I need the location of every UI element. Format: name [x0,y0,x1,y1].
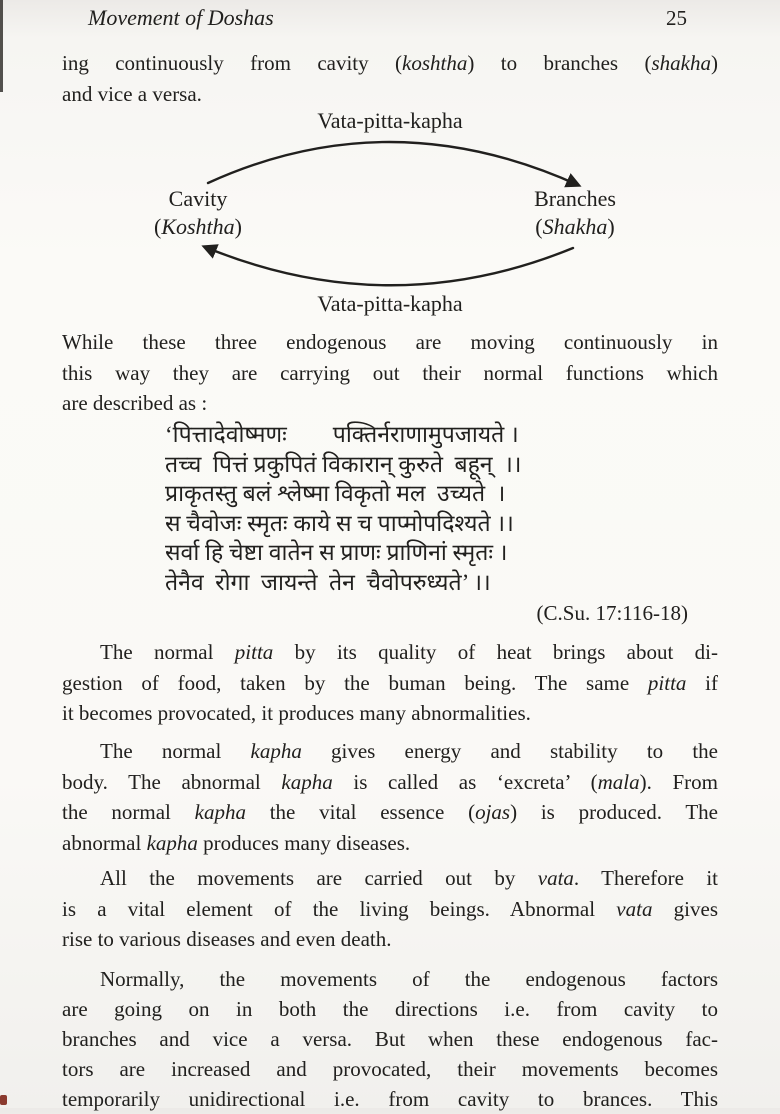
sanskrit-verse [165,420,645,597]
text-line [62,698,718,729]
text-segment: and vice a versa. [62,81,202,106]
text-segment: . Therefore it [573,866,719,890]
text-segment: All the movements are carried out by [100,866,538,890]
text-segment: ( [153,214,162,239]
text-segment: ojas [475,800,511,824]
node-branches [485,185,665,241]
node-branches-sub [485,213,665,241]
text-segment: ) to branches ( [467,51,652,75]
paragraph-normally [62,964,718,1114]
text-segment: are described as : [62,391,208,415]
text-line [62,828,718,859]
text-line [62,964,718,994]
text-segment: the vital essence ( [245,800,476,824]
scan-artifact-edge [0,0,3,92]
text-segment: rise to various diseases and even death. [62,927,392,951]
text-segment: shakha [651,51,711,75]
paragraph-kapha [62,736,718,858]
text-segment: The normal [100,739,251,763]
text-segment: branches and vice a versa. But when these endogenous fac- [62,1027,718,1051]
text-segment: ) [607,214,615,239]
text-segment: is called as ‘excreta’ ( [332,769,598,794]
text-segment: ). From [639,769,718,794]
text-line [62,736,718,767]
text-segment: is a vital element of the living beings. Abnormal [62,896,617,921]
text-line [62,637,718,668]
text-segment: Shakha [542,214,608,239]
node-branches-name: Branches [534,186,616,211]
text-segment: tors are increased and provocated, their movements becomes [62,1057,718,1081]
text-segment: The normal [100,640,235,664]
text-segment: While these three endogenous are moving continuously in [62,330,718,354]
node-cavity [108,185,288,241]
text-segment: ) is produced. The [510,800,718,824]
node-cavity-sub [108,213,288,241]
text-segment: pitta [647,670,687,695]
cycle-label-bottom: Vata-pitta-kapha [317,291,463,316]
text-segment: are going on in both the directions i.e. from cavity to [62,997,718,1021]
text-segment: Normally, the movements of the endogenous factors [100,967,718,991]
text-segment: vata [616,896,653,921]
text-segment: pitta [234,640,274,664]
text-segment: kapha [250,739,302,763]
text-segment: vata [537,866,574,890]
text-line [62,1024,718,1054]
text-segment: produces many diseases. [197,830,411,855]
text-segment: ing continuously from cavity ( [62,51,403,75]
text-line [62,48,718,79]
text-segment: it becomes provocated, it produces many abnormalities. [62,701,531,725]
text-segment: koshtha [402,51,468,75]
text-segment: if [686,670,719,695]
paragraph-pitta [62,637,718,729]
branches-to-cavity-arrow [205,247,573,285]
text-line [62,1054,718,1084]
text-segment: gives energy and stability to the [301,739,718,763]
text-segment: by its quality of heat brings about di- [273,640,718,664]
text-line [62,767,718,798]
page-number: 25 [666,6,687,30]
dosha-cycle-diagram [0,90,780,322]
paragraph-while-these [62,327,718,419]
text-line [62,668,718,699]
text-segment: the normal [62,800,195,824]
text-segment: mala [597,769,640,794]
verse-line: ‘पित्तादेवोष्मणः पक्तिर्नराणामुपजायते । [165,422,519,447]
text-line [62,894,718,925]
node-cavity-name: Cavity [168,186,228,211]
verse-citation: (C.Su. 17:116-18) [536,601,688,625]
cavity-to-branches-arrow [208,142,578,185]
text-line [62,1084,718,1114]
text-segment: body. The abnormal [62,769,282,794]
scan-artifact-spot [0,1095,7,1105]
text-segment: gestion of food, taken by the buman being. The same [62,670,648,695]
verse-line: सर्वा हि चेष्टा वातेन स प्राणः प्राणिनां स्मृतः । [165,540,508,565]
verse-line: तच्च पित्तं प्रकुपितं विकारान् कुरुते बहून् ।। [165,451,522,477]
text-segment: Koshtha [161,214,235,239]
text-segment: kapha [146,830,198,855]
text-line [62,994,718,1024]
text-segment: kapha [281,769,333,794]
text-segment: kapha [194,800,246,824]
paragraph-vata [62,863,718,955]
text-segment: temporarily unidirectional i.e. from cavity to brances. This [62,1087,718,1111]
text-segment: ( [535,214,543,239]
text-line [62,924,718,955]
verse-line: स चैवोजः स्मृतः काये स च पाप्मोपदिश्यते ।। [165,510,514,536]
verse-line: प्राकृतस्तु बलं श्लेष्मा विकृतो मल उच्यते । [165,481,506,506]
text-line [62,797,718,828]
text-line [62,388,718,419]
running-header-title: Movement of Doshas [88,5,274,30]
text-segment: abnormal [62,830,147,855]
text-segment: gives [652,896,718,921]
text-segment: this way they are carrying out their normal functions which [62,360,718,385]
text-segment: ) [711,51,718,75]
cycle-label-top: Vata-pitta-kapha [317,108,463,133]
text-line [62,863,718,894]
text-line [62,327,718,358]
text-segment: ) [234,214,242,239]
text-line [62,358,718,389]
verse-line: तेनैव रोगा जायन्ते तेन चैवोपरुध्यते’ ।। [165,569,491,595]
